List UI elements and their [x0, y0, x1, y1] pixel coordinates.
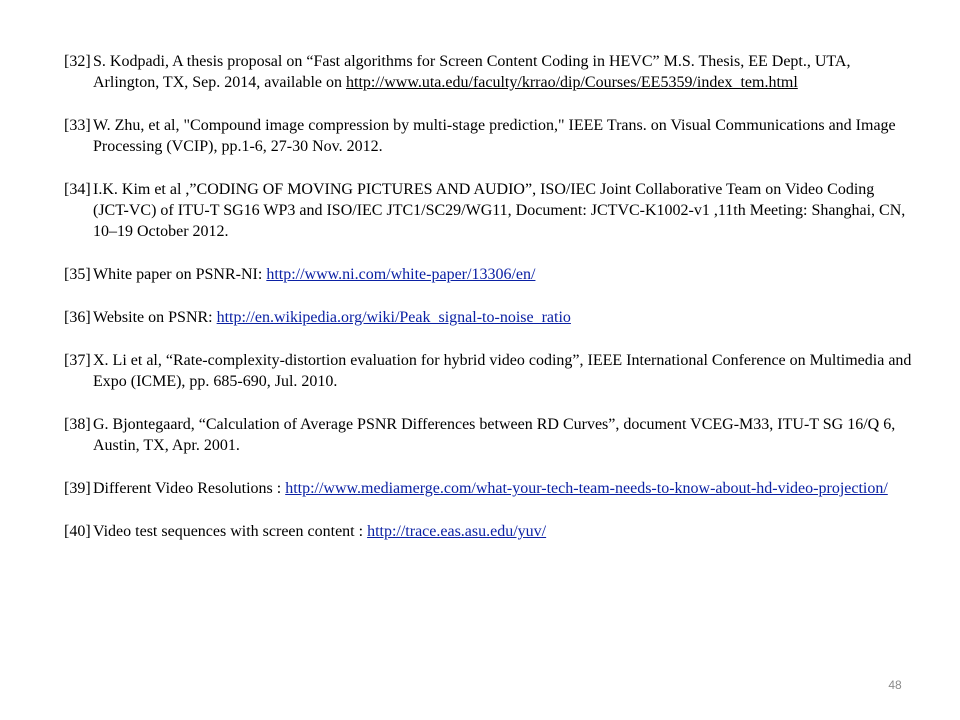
- reference-link[interactable]: http://www.mediamerge.com/what-your-tech-team-needs-to-know-about-hd-video-projection/: [285, 480, 888, 497]
- reference-text: Different Video Resolutions :: [93, 480, 286, 497]
- reference-text: S. Kodpadi, A thesis proposal on “Fast algorithms for Screen Content Coding in HEVC” M.S. Thesis, EE Dept., UTA, Arlington, TX, Sep. 2014, available on: [93, 53, 851, 91]
- reference-item: [64, 179, 914, 242]
- page-number: 48: [888, 678, 902, 692]
- reference-link[interactable]: http://www.uta.edu/faculty/krrao/dip/Courses/EE5359/index_tem.html: [346, 74, 798, 91]
- reference-item: [64, 115, 914, 157]
- reference-number: [32]: [64, 53, 91, 70]
- reference-item: [64, 478, 914, 499]
- reference-item: [64, 264, 914, 285]
- reference-text: W. Zhu, et al, "Compound image compression by multi-stage prediction," IEEE Trans. on Visual Communications and Image Processing (VCIP), pp.1-6, 27-30 Nov. 2012.: [93, 117, 896, 155]
- reference-list: [64, 51, 914, 564]
- reference-item: [64, 51, 914, 93]
- reference-number: [35]: [64, 266, 91, 283]
- reference-number: [36]: [64, 309, 91, 326]
- reference-number: [39]: [64, 480, 91, 497]
- reference-link[interactable]: http://www.ni.com/white-paper/13306/en/: [266, 266, 536, 283]
- reference-number: [38]: [64, 416, 91, 433]
- reference-item: [64, 350, 914, 392]
- reference-number: [37]: [64, 352, 91, 369]
- reference-text: Website on PSNR:: [93, 309, 217, 326]
- reference-item: [64, 307, 914, 328]
- reference-text: White paper on PSNR-NI:: [93, 266, 267, 283]
- reference-text: G. Bjontegaard, “Calculation of Average PSNR Differences between RD Curves”, document VCEG-M33, ITU-T SG 16/Q 6, Austin, TX, Apr. 2001.: [93, 416, 896, 454]
- reference-item: [64, 414, 914, 456]
- reference-text: X. Li et al, “Rate-complexity-distortion evaluation for hybrid video coding”, IEEE International Conference on Multimedia and Expo (ICME), pp. 685-690, Jul. 2010.: [93, 352, 912, 390]
- reference-link[interactable]: http://trace.eas.asu.edu/yuv/: [367, 523, 547, 540]
- reference-number: [40]: [64, 523, 91, 540]
- reference-text: Video test sequences with screen content :: [93, 523, 368, 540]
- reference-number: [33]: [64, 117, 91, 134]
- reference-number: [34]: [64, 181, 91, 198]
- reference-link[interactable]: http://en.wikipedia.org/wiki/Peak_signal-to-noise_ratio: [216, 309, 571, 326]
- reference-item: [64, 521, 914, 542]
- reference-text: I.K. Kim et al ,”CODING OF MOVING PICTURES AND AUDIO”, ISO/IEC Joint Collaborative Team on Video Coding (JCT-VC) of ITU-T SG16 WP3 and ISO/IEC JTC1/SC29/WG11, Document: JCTVC-K1002-v1 ,11th Meeting: Shanghai, CN, 10–19 October 2012.: [93, 181, 906, 240]
